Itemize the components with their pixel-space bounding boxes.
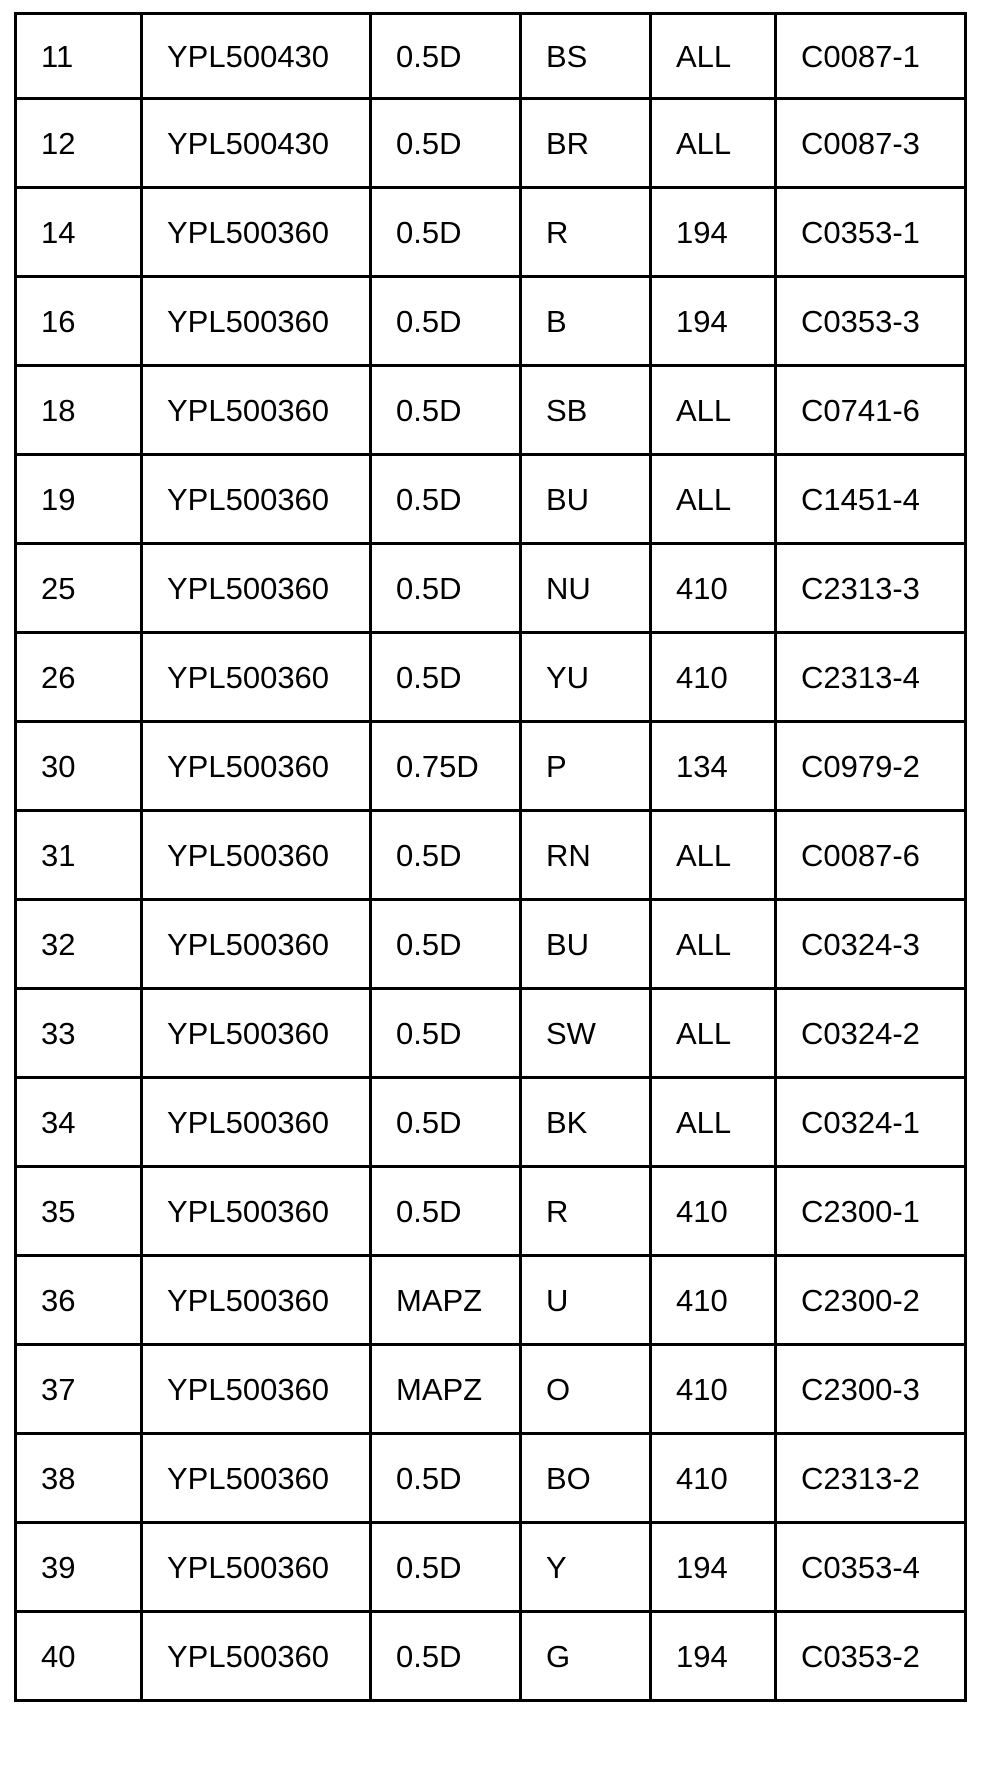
reference-cell: C0324-3 bbox=[776, 900, 966, 989]
part-number-cell: YPL500360 bbox=[142, 811, 371, 900]
row-number-cell: 18 bbox=[16, 366, 142, 455]
applicability-cell: ALL bbox=[651, 14, 776, 99]
spec-cell: 0.5D bbox=[371, 1434, 521, 1523]
spec-cell: 0.5D bbox=[371, 989, 521, 1078]
code-cell: SB bbox=[521, 366, 651, 455]
row-number-cell: 25 bbox=[16, 544, 142, 633]
row-number-cell: 36 bbox=[16, 1256, 142, 1345]
spec-cell: 0.5D bbox=[371, 633, 521, 722]
code-cell: R bbox=[521, 1167, 651, 1256]
part-number-cell: YPL500360 bbox=[142, 188, 371, 277]
table-row bbox=[16, 455, 966, 544]
reference-cell: C0087-3 bbox=[776, 99, 966, 188]
reference-cell: C0087-6 bbox=[776, 811, 966, 900]
code-cell: BR bbox=[521, 99, 651, 188]
applicability-cell: ALL bbox=[651, 1078, 776, 1167]
code-cell: BK bbox=[521, 1078, 651, 1167]
part-number-cell: YPL500360 bbox=[142, 1167, 371, 1256]
row-number-cell: 35 bbox=[16, 1167, 142, 1256]
part-number-cell: YPL500360 bbox=[142, 900, 371, 989]
spec-cell: 0.5D bbox=[371, 99, 521, 188]
code-cell: SW bbox=[521, 989, 651, 1078]
table-row bbox=[16, 366, 966, 455]
code-cell: U bbox=[521, 1256, 651, 1345]
row-number-cell: 39 bbox=[16, 1523, 142, 1612]
spec-cell: 0.5D bbox=[371, 900, 521, 989]
code-cell: NU bbox=[521, 544, 651, 633]
code-cell: G bbox=[521, 1612, 651, 1701]
table-row bbox=[16, 722, 966, 811]
spec-cell: 0.5D bbox=[371, 1167, 521, 1256]
code-cell: P bbox=[521, 722, 651, 811]
applicability-cell: 410 bbox=[651, 1434, 776, 1523]
applicability-cell: 194 bbox=[651, 1523, 776, 1612]
reference-cell: C2300-3 bbox=[776, 1345, 966, 1434]
table-row bbox=[16, 1345, 966, 1434]
code-cell: BU bbox=[521, 900, 651, 989]
table-row bbox=[16, 99, 966, 188]
spec-cell: 0.5D bbox=[371, 1612, 521, 1701]
applicability-cell: 410 bbox=[651, 1256, 776, 1345]
code-cell: Y bbox=[521, 1523, 651, 1612]
part-number-cell: YPL500360 bbox=[142, 1434, 371, 1523]
table-body bbox=[16, 14, 966, 1701]
part-number-cell: YPL500360 bbox=[142, 1345, 371, 1434]
row-number-cell: 40 bbox=[16, 1612, 142, 1701]
table-row bbox=[16, 811, 966, 900]
applicability-cell: ALL bbox=[651, 989, 776, 1078]
reference-cell: C0353-2 bbox=[776, 1612, 966, 1701]
spec-cell: 0.5D bbox=[371, 14, 521, 99]
row-number-cell: 34 bbox=[16, 1078, 142, 1167]
row-number-cell: 33 bbox=[16, 989, 142, 1078]
spec-cell: 0.5D bbox=[371, 544, 521, 633]
applicability-cell: ALL bbox=[651, 366, 776, 455]
spec-cell: MAPZ bbox=[371, 1256, 521, 1345]
table-row bbox=[16, 544, 966, 633]
reference-cell: C0353-4 bbox=[776, 1523, 966, 1612]
reference-cell: C1451-4 bbox=[776, 455, 966, 544]
document-page bbox=[14, 12, 964, 1702]
row-number-cell: 31 bbox=[16, 811, 142, 900]
spec-cell: 0.5D bbox=[371, 1078, 521, 1167]
reference-cell: C2313-4 bbox=[776, 633, 966, 722]
table-row bbox=[16, 633, 966, 722]
row-number-cell: 38 bbox=[16, 1434, 142, 1523]
applicability-cell: ALL bbox=[651, 455, 776, 544]
table-row bbox=[16, 1612, 966, 1701]
reference-cell: C0353-3 bbox=[776, 277, 966, 366]
row-number-cell: 32 bbox=[16, 900, 142, 989]
code-cell: BO bbox=[521, 1434, 651, 1523]
part-number-cell: YPL500360 bbox=[142, 989, 371, 1078]
spec-cell: 0.5D bbox=[371, 277, 521, 366]
applicability-cell: ALL bbox=[651, 811, 776, 900]
row-number-cell: 26 bbox=[16, 633, 142, 722]
reference-cell: C0087-1 bbox=[776, 14, 966, 99]
spec-cell: 0.5D bbox=[371, 811, 521, 900]
code-cell: B bbox=[521, 277, 651, 366]
row-number-cell: 19 bbox=[16, 455, 142, 544]
code-cell: R bbox=[521, 188, 651, 277]
row-number-cell: 11 bbox=[16, 14, 142, 99]
table-row bbox=[16, 900, 966, 989]
applicability-cell: 194 bbox=[651, 188, 776, 277]
applicability-cell: 410 bbox=[651, 1345, 776, 1434]
table-row bbox=[16, 188, 966, 277]
row-number-cell: 16 bbox=[16, 277, 142, 366]
spec-cell: 0.5D bbox=[371, 366, 521, 455]
part-number-cell: YPL500360 bbox=[142, 1256, 371, 1345]
part-number-cell: YPL500360 bbox=[142, 1612, 371, 1701]
table-row bbox=[16, 14, 966, 99]
spec-cell: MAPZ bbox=[371, 1345, 521, 1434]
table-row bbox=[16, 1523, 966, 1612]
applicability-cell: 410 bbox=[651, 544, 776, 633]
part-number-cell: YPL500360 bbox=[142, 366, 371, 455]
table-row bbox=[16, 989, 966, 1078]
part-number-cell: YPL500360 bbox=[142, 544, 371, 633]
part-number-cell: YPL500430 bbox=[142, 99, 371, 188]
reference-cell: C2300-2 bbox=[776, 1256, 966, 1345]
table-row bbox=[16, 277, 966, 366]
table-row bbox=[16, 1256, 966, 1345]
spec-cell: 0.5D bbox=[371, 188, 521, 277]
code-cell: O bbox=[521, 1345, 651, 1434]
part-number-cell: YPL500360 bbox=[142, 722, 371, 811]
reference-cell: C0741-6 bbox=[776, 366, 966, 455]
code-cell: BU bbox=[521, 455, 651, 544]
code-cell: RN bbox=[521, 811, 651, 900]
code-cell: BS bbox=[521, 14, 651, 99]
row-number-cell: 14 bbox=[16, 188, 142, 277]
spec-cell: 0.75D bbox=[371, 722, 521, 811]
reference-cell: C2313-3 bbox=[776, 544, 966, 633]
reference-cell: C2300-1 bbox=[776, 1167, 966, 1256]
row-number-cell: 37 bbox=[16, 1345, 142, 1434]
applicability-cell: 410 bbox=[651, 1167, 776, 1256]
table-row bbox=[16, 1434, 966, 1523]
part-number-cell: YPL500430 bbox=[142, 14, 371, 99]
table-row bbox=[16, 1167, 966, 1256]
applicability-cell: ALL bbox=[651, 99, 776, 188]
part-number-cell: YPL500360 bbox=[142, 455, 371, 544]
reference-cell: C0979-2 bbox=[776, 722, 966, 811]
table-row bbox=[16, 1078, 966, 1167]
spec-cell: 0.5D bbox=[371, 1523, 521, 1612]
applicability-cell: 194 bbox=[651, 277, 776, 366]
reference-cell: C2313-2 bbox=[776, 1434, 966, 1523]
code-cell: YU bbox=[521, 633, 651, 722]
row-number-cell: 12 bbox=[16, 99, 142, 188]
reference-cell: C0353-1 bbox=[776, 188, 966, 277]
applicability-cell: 134 bbox=[651, 722, 776, 811]
reference-cell: C0324-2 bbox=[776, 989, 966, 1078]
applicability-cell: ALL bbox=[651, 900, 776, 989]
part-number-cell: YPL500360 bbox=[142, 1078, 371, 1167]
row-number-cell: 30 bbox=[16, 722, 142, 811]
reference-cell: C0324-1 bbox=[776, 1078, 966, 1167]
applicability-cell: 194 bbox=[651, 1612, 776, 1701]
part-number-cell: YPL500360 bbox=[142, 1523, 371, 1612]
part-number-cell: YPL500360 bbox=[142, 277, 371, 366]
spec-cell: 0.5D bbox=[371, 455, 521, 544]
part-number-cell: YPL500360 bbox=[142, 633, 371, 722]
data-table bbox=[14, 12, 967, 1702]
applicability-cell: 410 bbox=[651, 633, 776, 722]
